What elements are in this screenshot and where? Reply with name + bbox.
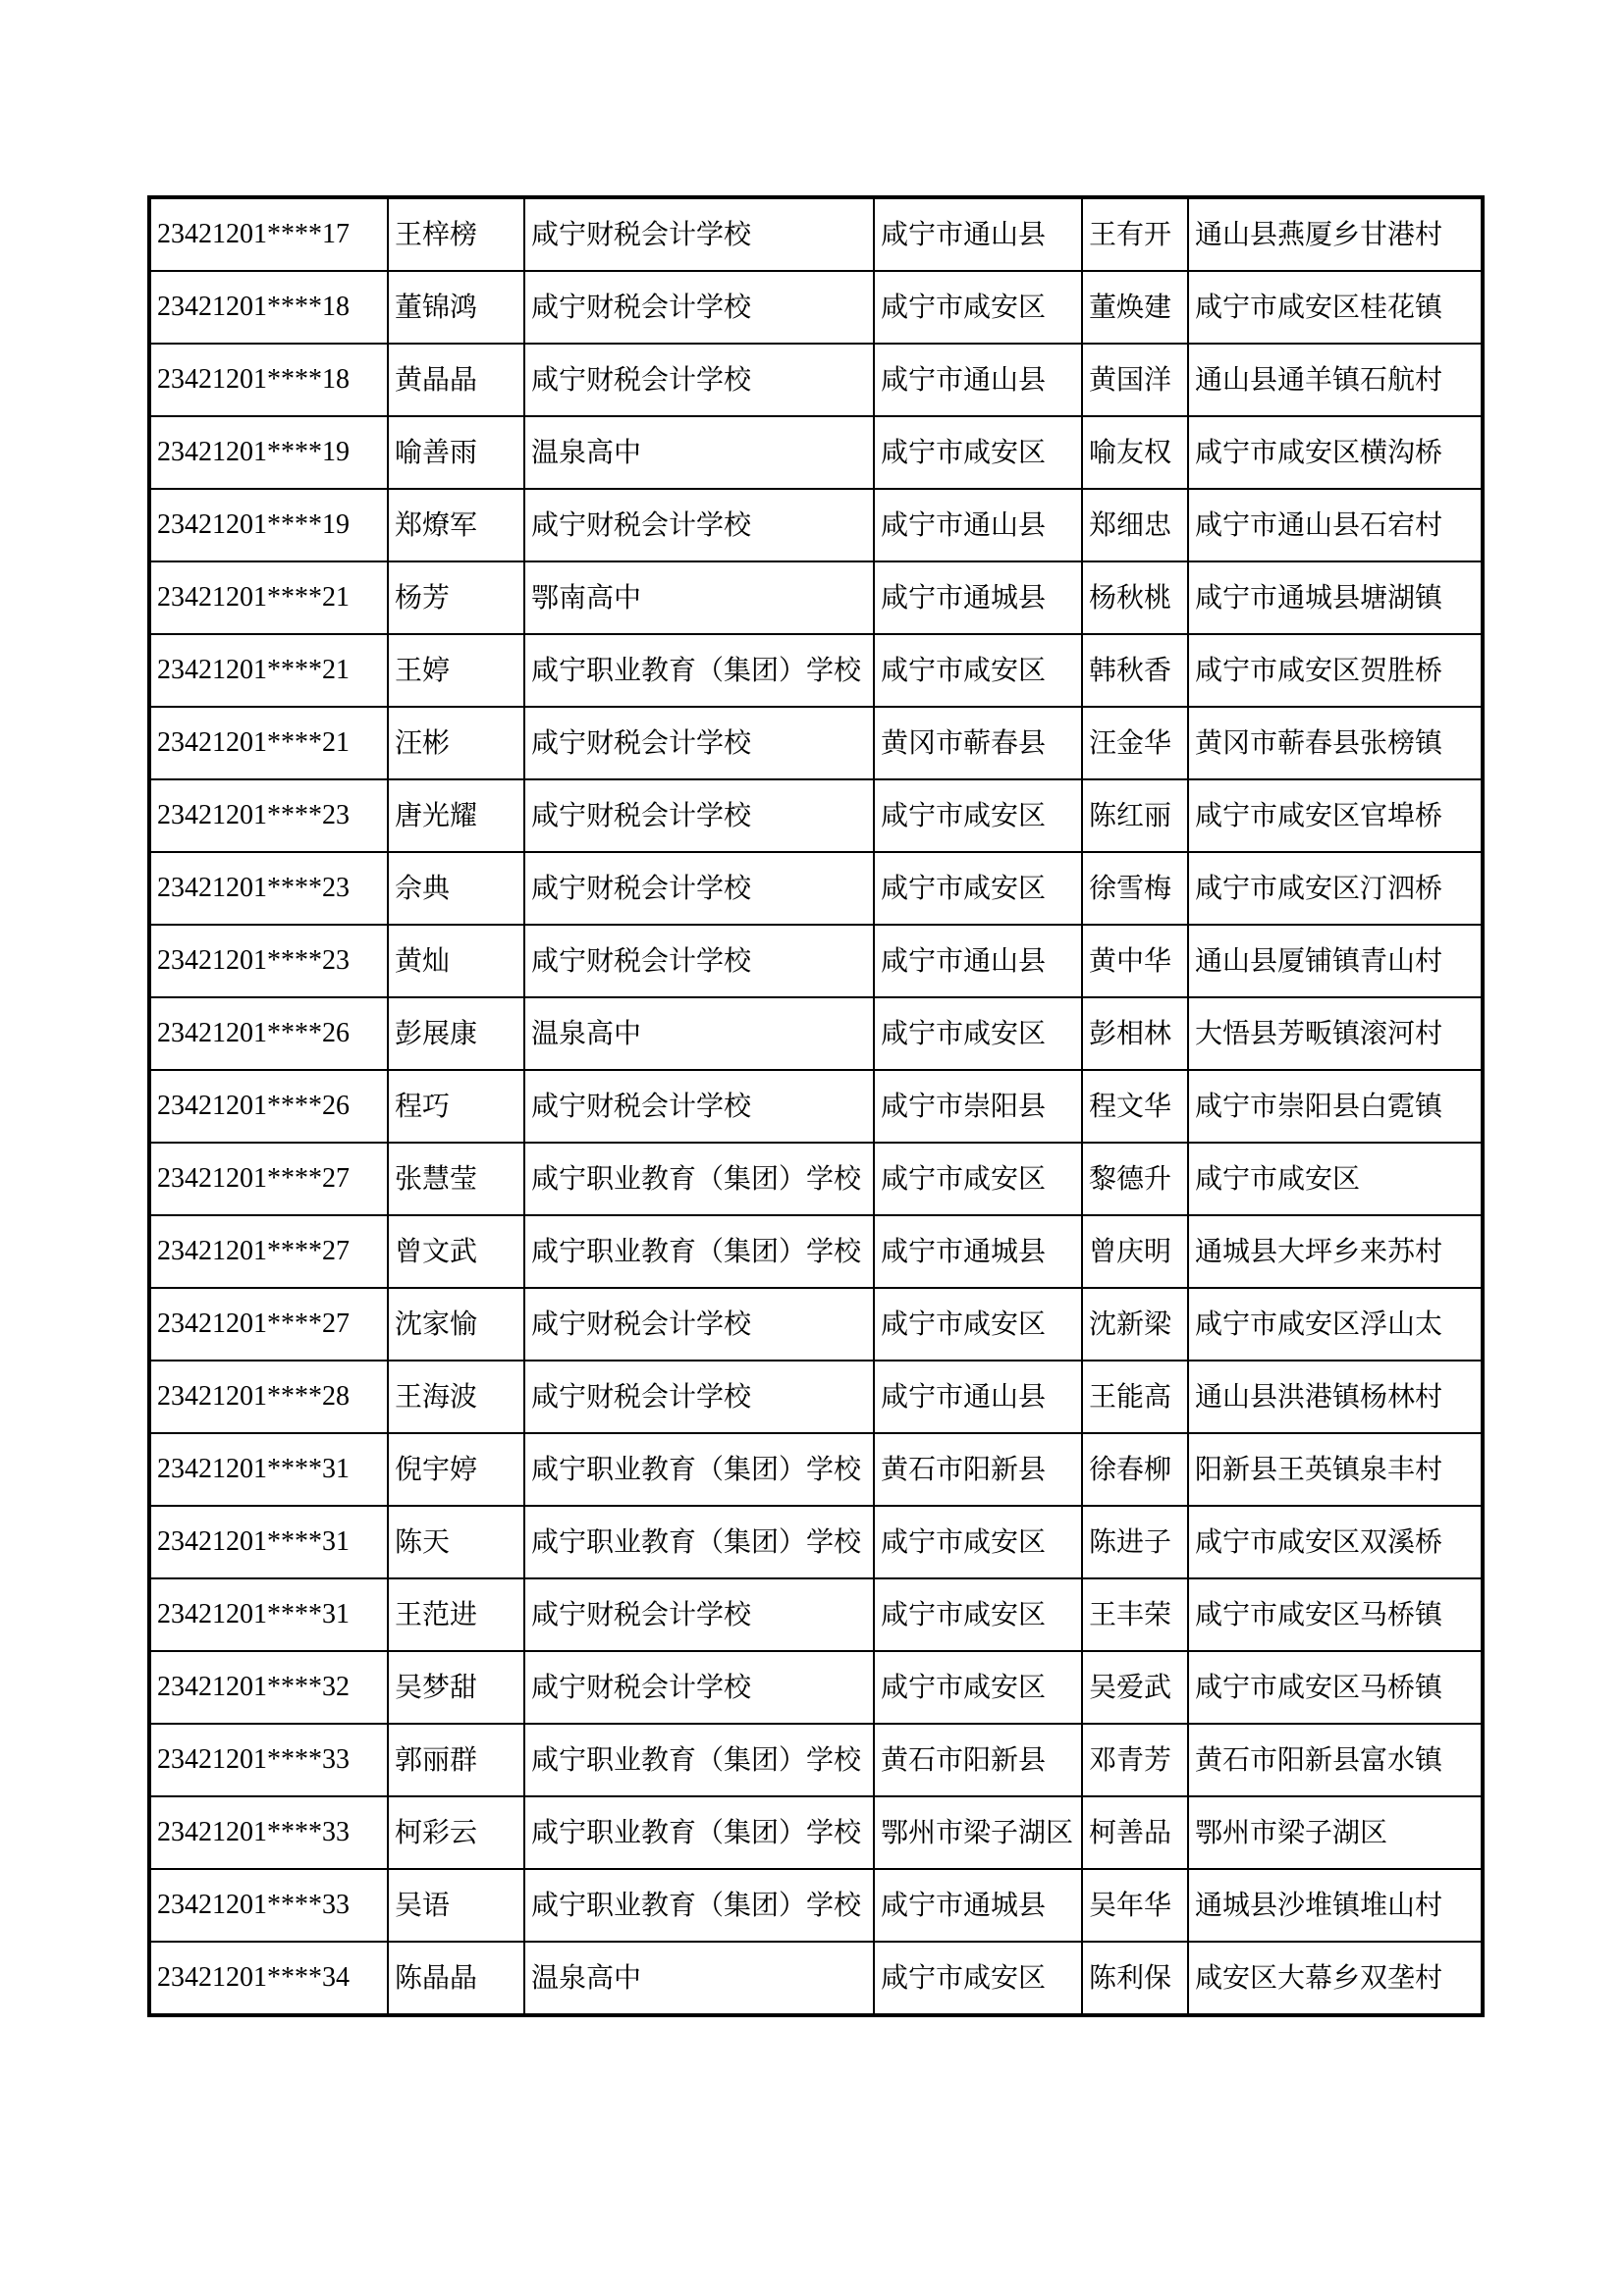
address-cell: 通山县厦铺镇青山村: [1188, 925, 1483, 997]
table-row: [149, 779, 1483, 852]
table-row: [149, 1724, 1483, 1796]
student-id-cell: 23421201****18: [149, 271, 388, 344]
address-cell: 咸宁市咸安区横沟桥: [1188, 416, 1483, 489]
guardian-name-cell: 郑细忠: [1082, 489, 1188, 561]
student-id-cell: 23421201****23: [149, 925, 388, 997]
student-roster-table: [147, 195, 1485, 2017]
student-id-cell: 23421201****33: [149, 1796, 388, 1869]
student-name-cell: 张慧莹: [388, 1143, 524, 1215]
student-name-cell: 王婷: [388, 634, 524, 707]
address-cell: 咸宁市咸安区马桥镇: [1188, 1578, 1483, 1651]
student-id-cell: 23421201****27: [149, 1215, 388, 1288]
table-row: [149, 707, 1483, 779]
school-cell: 咸宁财税会计学校: [524, 1578, 874, 1651]
table-row: [149, 1651, 1483, 1724]
table-row: [149, 1578, 1483, 1651]
student-name-cell: 汪彬: [388, 707, 524, 779]
region-cell: 咸宁市咸安区: [874, 1506, 1082, 1578]
school-cell: 温泉高中: [524, 997, 874, 1070]
region-cell: 咸宁市咸安区: [874, 1143, 1082, 1215]
table-row: [149, 925, 1483, 997]
guardian-name-cell: 黄国洋: [1082, 344, 1188, 416]
region-cell: 咸宁市通山县: [874, 925, 1082, 997]
region-cell: 咸宁市咸安区: [874, 1578, 1082, 1651]
student-id-cell: 23421201****26: [149, 1070, 388, 1143]
address-cell: 黄冈市蕲春县张榜镇: [1188, 707, 1483, 779]
table-row: [149, 1288, 1483, 1361]
guardian-name-cell: 徐春柳: [1082, 1433, 1188, 1506]
table-row: [149, 1942, 1483, 2015]
document-page: [147, 195, 1481, 2017]
student-name-cell: 沈家愉: [388, 1288, 524, 1361]
guardian-name-cell: 徐雪梅: [1082, 852, 1188, 925]
student-name-cell: 程巧: [388, 1070, 524, 1143]
student-name-cell: 倪宇婷: [388, 1433, 524, 1506]
school-cell: 咸宁财税会计学校: [524, 344, 874, 416]
student-id-cell: 23421201****23: [149, 779, 388, 852]
region-cell: 咸宁市咸安区: [874, 1942, 1082, 2015]
school-cell: 咸宁职业教育（集团）学校: [524, 1215, 874, 1288]
student-id-cell: 23421201****28: [149, 1361, 388, 1433]
student-name-cell: 佘典: [388, 852, 524, 925]
school-cell: 咸宁职业教育（集团）学校: [524, 1506, 874, 1578]
region-cell: 咸宁市通山县: [874, 489, 1082, 561]
guardian-name-cell: 吴年华: [1082, 1869, 1188, 1942]
school-cell: 咸宁财税会计学校: [524, 925, 874, 997]
roster-table-body: [149, 197, 1483, 2015]
region-cell: 咸宁市崇阳县: [874, 1070, 1082, 1143]
address-cell: 咸宁市通山县石宕村: [1188, 489, 1483, 561]
table-row: [149, 344, 1483, 416]
student-id-cell: 23421201****33: [149, 1724, 388, 1796]
table-row: [149, 852, 1483, 925]
address-cell: 咸宁市咸安区汀泗桥: [1188, 852, 1483, 925]
school-cell: 咸宁职业教育（集团）学校: [524, 1724, 874, 1796]
address-cell: 通城县沙堆镇堆山村: [1188, 1869, 1483, 1942]
table-row: [149, 1796, 1483, 1869]
school-cell: 咸宁财税会计学校: [524, 1070, 874, 1143]
student-id-cell: 23421201****21: [149, 561, 388, 634]
address-cell: 鄂州市梁子湖区: [1188, 1796, 1483, 1869]
student-name-cell: 彭展康: [388, 997, 524, 1070]
school-cell: 咸宁职业教育（集团）学校: [524, 1796, 874, 1869]
region-cell: 咸宁市通山县: [874, 1361, 1082, 1433]
guardian-name-cell: 沈新梁: [1082, 1288, 1188, 1361]
address-cell: 咸宁市咸安区官埠桥: [1188, 779, 1483, 852]
student-name-cell: 黄晶晶: [388, 344, 524, 416]
address-cell: 咸安区大幕乡双垄村: [1188, 1942, 1483, 2015]
address-cell: 通山县燕厦乡甘港村: [1188, 197, 1483, 271]
region-cell: 咸宁市咸安区: [874, 997, 1082, 1070]
region-cell: 咸宁市咸安区: [874, 634, 1082, 707]
guardian-name-cell: 陈利保: [1082, 1942, 1188, 2015]
student-id-cell: 23421201****26: [149, 997, 388, 1070]
student-id-cell: 23421201****17: [149, 197, 388, 271]
guardian-name-cell: 杨秋桃: [1082, 561, 1188, 634]
table-row: [149, 271, 1483, 344]
guardian-name-cell: 程文华: [1082, 1070, 1188, 1143]
table-row: [149, 416, 1483, 489]
student-id-cell: 23421201****19: [149, 489, 388, 561]
student-id-cell: 23421201****18: [149, 344, 388, 416]
table-row: [149, 997, 1483, 1070]
guardian-name-cell: 韩秋香: [1082, 634, 1188, 707]
school-cell: 咸宁职业教育（集团）学校: [524, 1869, 874, 1942]
table-row: [149, 1215, 1483, 1288]
region-cell: 黄冈市蕲春县: [874, 707, 1082, 779]
region-cell: 咸宁市通山县: [874, 344, 1082, 416]
guardian-name-cell: 黄中华: [1082, 925, 1188, 997]
region-cell: 咸宁市通城县: [874, 1215, 1082, 1288]
region-cell: 咸宁市咸安区: [874, 1288, 1082, 1361]
student-name-cell: 陈晶晶: [388, 1942, 524, 2015]
school-cell: 咸宁财税会计学校: [524, 779, 874, 852]
address-cell: 咸宁市咸安区贺胜桥: [1188, 634, 1483, 707]
region-cell: 咸宁市咸安区: [874, 779, 1082, 852]
school-cell: 温泉高中: [524, 1942, 874, 2015]
guardian-name-cell: 曾庆明: [1082, 1215, 1188, 1288]
guardian-name-cell: 汪金华: [1082, 707, 1188, 779]
region-cell: 鄂州市梁子湖区: [874, 1796, 1082, 1869]
student-id-cell: 23421201****32: [149, 1651, 388, 1724]
region-cell: 咸宁市咸安区: [874, 416, 1082, 489]
school-cell: 咸宁财税会计学校: [524, 1651, 874, 1724]
table-row: [149, 1869, 1483, 1942]
school-cell: 咸宁财税会计学校: [524, 197, 874, 271]
student-name-cell: 柯彩云: [388, 1796, 524, 1869]
school-cell: 咸宁职业教育（集团）学校: [524, 634, 874, 707]
region-cell: 黄石市阳新县: [874, 1433, 1082, 1506]
student-name-cell: 黄灿: [388, 925, 524, 997]
table-row: [149, 1070, 1483, 1143]
student-id-cell: 23421201****33: [149, 1869, 388, 1942]
student-id-cell: 23421201****23: [149, 852, 388, 925]
school-cell: 咸宁财税会计学校: [524, 271, 874, 344]
table-row: [149, 561, 1483, 634]
table-row: [149, 1506, 1483, 1578]
student-id-cell: 23421201****19: [149, 416, 388, 489]
student-name-cell: 董锦鸿: [388, 271, 524, 344]
guardian-name-cell: 喻友权: [1082, 416, 1188, 489]
address-cell: 咸宁市咸安区双溪桥: [1188, 1506, 1483, 1578]
address-cell: 咸宁市咸安区桂花镇: [1188, 271, 1483, 344]
table-row: [149, 1433, 1483, 1506]
address-cell: 咸宁市咸安区马桥镇: [1188, 1651, 1483, 1724]
address-cell: 咸宁市咸安区: [1188, 1143, 1483, 1215]
address-cell: 咸宁市崇阳县白霓镇: [1188, 1070, 1483, 1143]
student-name-cell: 王海波: [388, 1361, 524, 1433]
region-cell: 咸宁市咸安区: [874, 271, 1082, 344]
school-cell: 鄂南高中: [524, 561, 874, 634]
table-row: [149, 489, 1483, 561]
region-cell: 咸宁市咸安区: [874, 1651, 1082, 1724]
address-cell: 阳新县王英镇泉丰村: [1188, 1433, 1483, 1506]
school-cell: 咸宁财税会计学校: [524, 489, 874, 561]
guardian-name-cell: 董焕建: [1082, 271, 1188, 344]
school-cell: 温泉高中: [524, 416, 874, 489]
student-id-cell: 23421201****27: [149, 1143, 388, 1215]
guardian-name-cell: 吴爱武: [1082, 1651, 1188, 1724]
school-cell: 咸宁职业教育（集团）学校: [524, 1433, 874, 1506]
guardian-name-cell: 陈进子: [1082, 1506, 1188, 1578]
school-cell: 咸宁财税会计学校: [524, 1288, 874, 1361]
student-name-cell: 吴语: [388, 1869, 524, 1942]
school-cell: 咸宁财税会计学校: [524, 707, 874, 779]
student-id-cell: 23421201****21: [149, 707, 388, 779]
guardian-name-cell: 陈红丽: [1082, 779, 1188, 852]
student-name-cell: 喻善雨: [388, 416, 524, 489]
student-name-cell: 杨芳: [388, 561, 524, 634]
guardian-name-cell: 王有开: [1082, 197, 1188, 271]
school-cell: 咸宁财税会计学校: [524, 1361, 874, 1433]
guardian-name-cell: 王能高: [1082, 1361, 1188, 1433]
school-cell: 咸宁财税会计学校: [524, 852, 874, 925]
address-cell: 通山县通羊镇石航村: [1188, 344, 1483, 416]
school-cell: 咸宁职业教育（集团）学校: [524, 1143, 874, 1215]
region-cell: 咸宁市通城县: [874, 561, 1082, 634]
region-cell: 咸宁市通山县: [874, 197, 1082, 271]
guardian-name-cell: 黎德升: [1082, 1143, 1188, 1215]
student-name-cell: 王梓榜: [388, 197, 524, 271]
region-cell: 咸宁市通城县: [874, 1869, 1082, 1942]
student-id-cell: 23421201****31: [149, 1506, 388, 1578]
address-cell: 通城县大坪乡来苏村: [1188, 1215, 1483, 1288]
student-name-cell: 陈天: [388, 1506, 524, 1578]
address-cell: 咸宁市通城县塘湖镇: [1188, 561, 1483, 634]
address-cell: 咸宁市咸安区浮山太: [1188, 1288, 1483, 1361]
student-id-cell: 23421201****27: [149, 1288, 388, 1361]
table-row: [149, 197, 1483, 271]
guardian-name-cell: 柯善品: [1082, 1796, 1188, 1869]
student-name-cell: 吴梦甜: [388, 1651, 524, 1724]
guardian-name-cell: 邓青芳: [1082, 1724, 1188, 1796]
student-name-cell: 唐光耀: [388, 779, 524, 852]
student-id-cell: 23421201****34: [149, 1942, 388, 2015]
student-id-cell: 23421201****31: [149, 1578, 388, 1651]
address-cell: 通山县洪港镇杨林村: [1188, 1361, 1483, 1433]
address-cell: 大悟县芳畈镇滚河村: [1188, 997, 1483, 1070]
student-id-cell: 23421201****31: [149, 1433, 388, 1506]
student-name-cell: 王范进: [388, 1578, 524, 1651]
guardian-name-cell: 王丰荣: [1082, 1578, 1188, 1651]
student-id-cell: 23421201****21: [149, 634, 388, 707]
region-cell: 黄石市阳新县: [874, 1724, 1082, 1796]
region-cell: 咸宁市咸安区: [874, 852, 1082, 925]
student-name-cell: 郭丽群: [388, 1724, 524, 1796]
table-row: [149, 634, 1483, 707]
table-row: [149, 1361, 1483, 1433]
address-cell: 黄石市阳新县富水镇: [1188, 1724, 1483, 1796]
guardian-name-cell: 彭相林: [1082, 997, 1188, 1070]
student-name-cell: 郑燎军: [388, 489, 524, 561]
table-row: [149, 1143, 1483, 1215]
student-name-cell: 曾文武: [388, 1215, 524, 1288]
